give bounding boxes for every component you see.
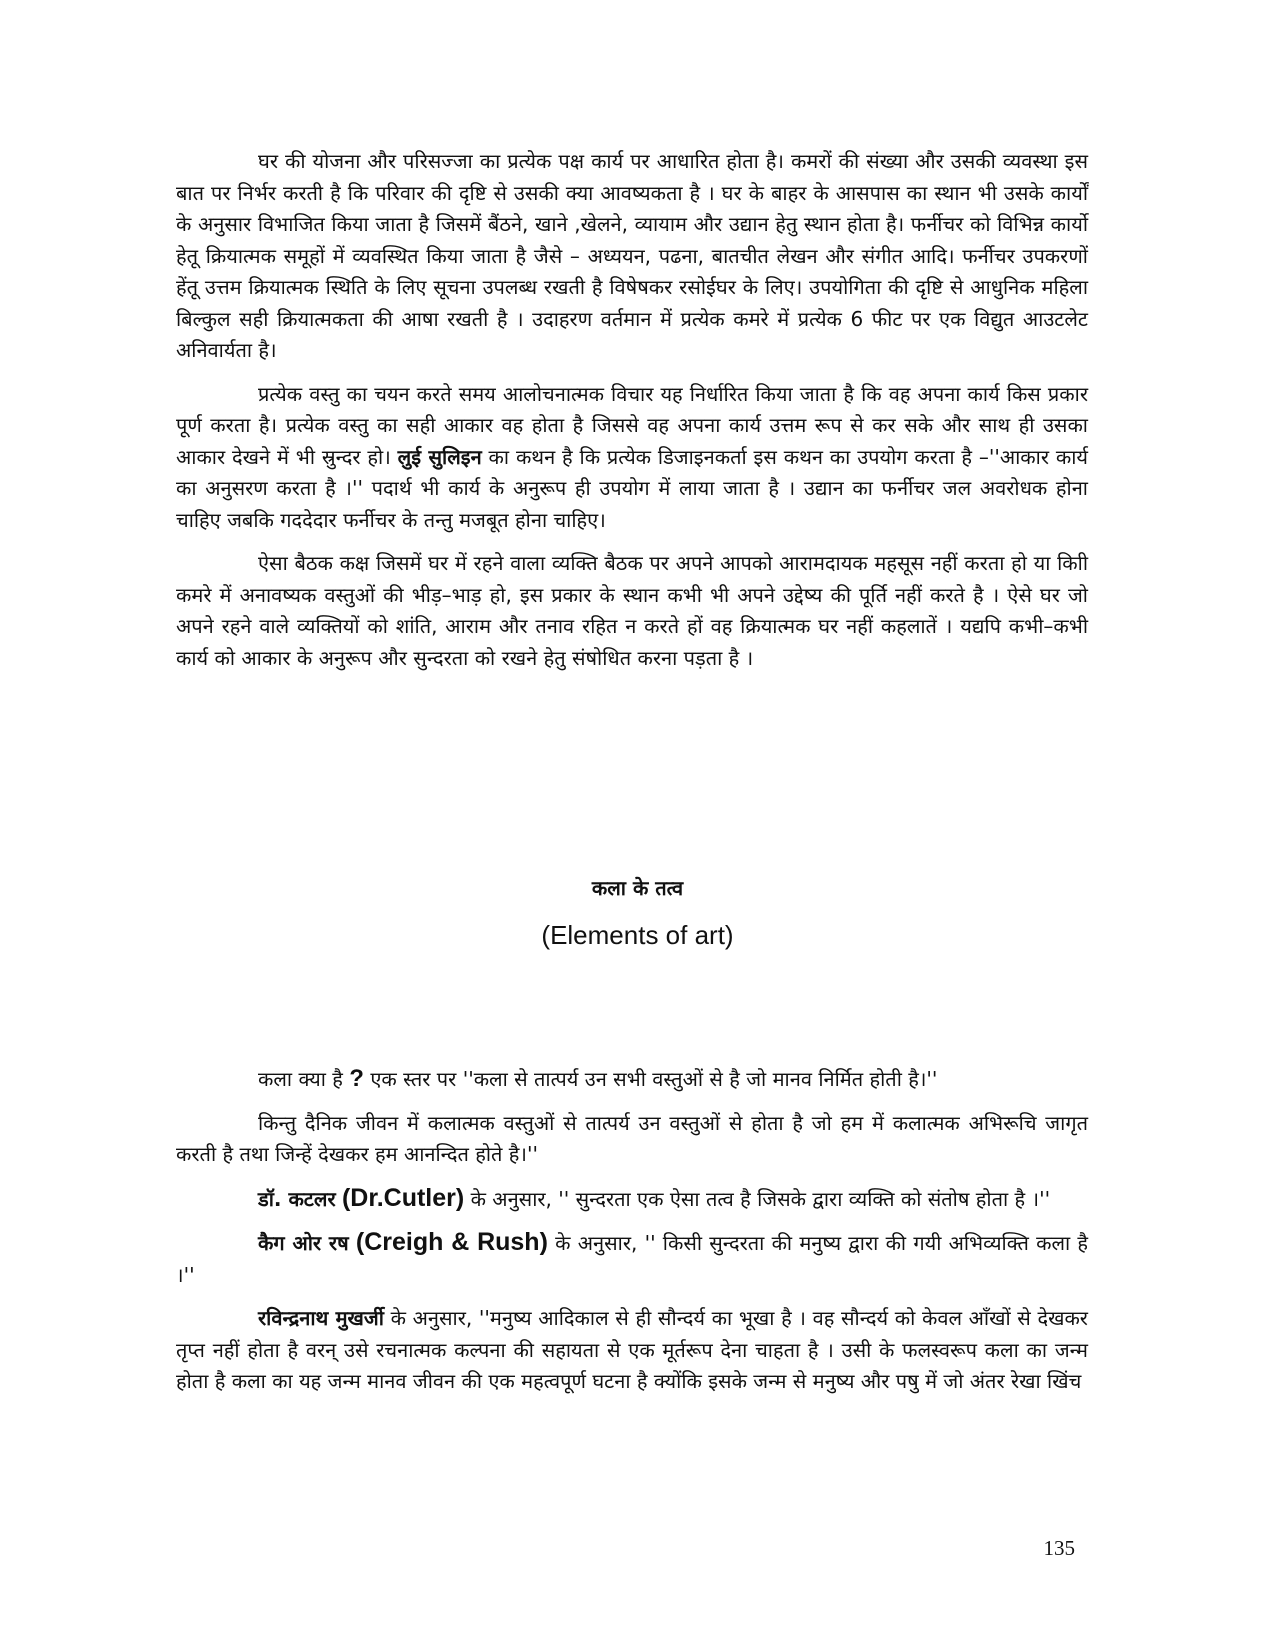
paragraph-cutler-definition bbox=[176, 1183, 1088, 1216]
quoted-author-name: रविन्द्रनाथ मुखर्जी bbox=[258, 1306, 384, 1330]
paragraph-living-room: ऐसा बैठक कक्ष जिसमें घर में रहने वाला व्यक्ति बैठक पर अपने आपको आरामदायक महसूस नहीं करता हो या किाी कमरे में अनावष्यक वस्तुओं की भीड़–भाड़ हो, इस प्रकार के स्थान कभी भी अपने उद्देष्य की पूर्ति नहीं करते है । ऐसे घर जो अपने रहने वाले व्यक्तियों को शांति, आराम और तनाव रहित न करते हों वह क्रियात्मक घर नहीं कहलातें । यद्यपि कभी–कभी कार्य को आकार के अनुरूप और सुन्दरता को रखने हेतु संषोधित करना पड़ता है । bbox=[176, 551, 1088, 670]
section-heading-english: (Elements of art) bbox=[541, 920, 734, 950]
paragraph-mukherjee-definition bbox=[176, 1303, 1088, 1398]
paragraph-text: एक स्तर पर ''कला से तात्पर्य उन सभी वस्तुओं से है जो मानव निर्मित होती है।'' bbox=[370, 1067, 938, 1091]
quoted-author-name: कैग ओर रष bbox=[258, 1231, 349, 1255]
section-heading-hindi: कला के तत्व bbox=[591, 876, 684, 900]
paragraph-object-selection bbox=[176, 379, 1088, 537]
paragraph-text: कला क्या है bbox=[258, 1067, 343, 1091]
quoted-author-name: लुई सुलिइन bbox=[397, 444, 482, 469]
paragraph-text: के अनुसार, ''मनुष्य आदिकाल से ही सौन्दर्य का भूखा है । वह सौन्दर्य को केवल आँखों से देखकर तृप्त नहीं होता है वरन् उसे रचनात्मक कल्पना की सहायता से एक मूर्तरूप देना चाहता है । उसी के फलस्वरूप कला का जन्म होता है कला का यह जन्म मानव जीवन की एक महत्वपूर्ण घटना है क्योंकि इसके जन्म से मनुष्य और पषु में जो अंतर रेखा खिंच bbox=[176, 1306, 1088, 1393]
quoted-author-name: डॉ. कटलर bbox=[258, 1186, 336, 1211]
paragraph-text: के अनुसार, '' किसी सुन्दरता की मनुष्य द्वारा की गयी अभिव्यक्ति कला है ।'' bbox=[176, 1231, 1089, 1287]
paragraph-daily-life-art: किन्तु दैनिक जीवन में कलात्मक वस्तुओं से तात्पर्य उन वस्तुओं से होता है जो हम में कलात्मक अभिरूचि जागृत करती है तथा जिन्हें देखकर हम आनन्दित होते है।'' bbox=[176, 1110, 1088, 1166]
paragraph-text: का कथन है कि प्रत्येक डिजाइनकर्ता इस कथन का उपयोग करता है –''आकार कार्य का अनुसरण करता है ।'' पदार्थ भी कार्य के अनुरूप ही उपयोग में लाया जाता है । उद्यान का फर्नीचर जल अवरोधक होना चाहिए जबकि गददेदार फर्नीचर के तन्तु मजबूत होना चाहिए। bbox=[176, 444, 1089, 532]
page-number: 135 bbox=[1043, 1536, 1075, 1560]
quoted-author-latin: (Dr.Cutler) bbox=[341, 1183, 465, 1212]
quoted-author-latin: (Creigh & Rush) bbox=[355, 1228, 548, 1256]
paragraph-text: के अनुसार, '' सुन्दरता एक ऐसा तत्व है जिसके द्वारा व्यक्ति को संतोष होता है ।'' bbox=[470, 1186, 1051, 1211]
question-mark: ? bbox=[349, 1065, 364, 1092]
paragraph-creigh-rush-definition bbox=[176, 1227, 1088, 1291]
paragraph-home-planning: घर की योजना और परिसज्जा का प्रत्येक पक्ष कार्य पर आधारित होता है। कमरों की संख्या और उसकी व्यवस्था इस बात पर निर्भर करती है कि परिवार की दृष्टि से उसकी क्या आवष्यकता है । घर के बाहर के आसपास का स्थान भी उसके कार्यों के अनुसार विभाजित किया जाता है जिसमें बैंठने, खाने ,खेलने, व्यायाम और उद्यान हेतु स्थान होता है। फर्नीचर को विभिन्न कार्यो हेतू क्रियात्मक समूहों में व्यवस्थित किया जाता है जैसे – अध्ययन, पढना, बातचीत लेखन और संगीत आदि। फर्नीचर उपकरणों हेंतू उत्तम क्रियात्मक स्थिति के लिए सूचना उपलब्ध रखती है विषेषकर रसोईघर के लिए। उपयोगिता की दृष्टि से आधुनिक महिला बिल्कुल सही क्रियात्मकता की आषा रखती है । उदाहरण वर्तमान में प्रत्येक कमरे में प्रत्येक 6 फीट पर एक विद्युत आउटलेट अनिवार्यता है। bbox=[176, 149, 1088, 362]
paragraph-text: प्रत्येक वस्तु का चयन करते समय आलोचनात्मक विचार यह निर्धारित किया जाता है कि वह अपना कार्य किस प्रकार पूर्ण करता है। प्रत्येक वस्तु का सही आकार वह होता है जिससे वह अपना कार्य उत्तम रूप से कर सके और साथ ही उसका आकार देखने में भी स्रुन्दर हो। bbox=[176, 381, 1088, 469]
elements-of-art-section bbox=[176, 1063, 1088, 1410]
intro-section bbox=[176, 146, 1088, 686]
paragraph-what-is-art bbox=[176, 1063, 1088, 1096]
